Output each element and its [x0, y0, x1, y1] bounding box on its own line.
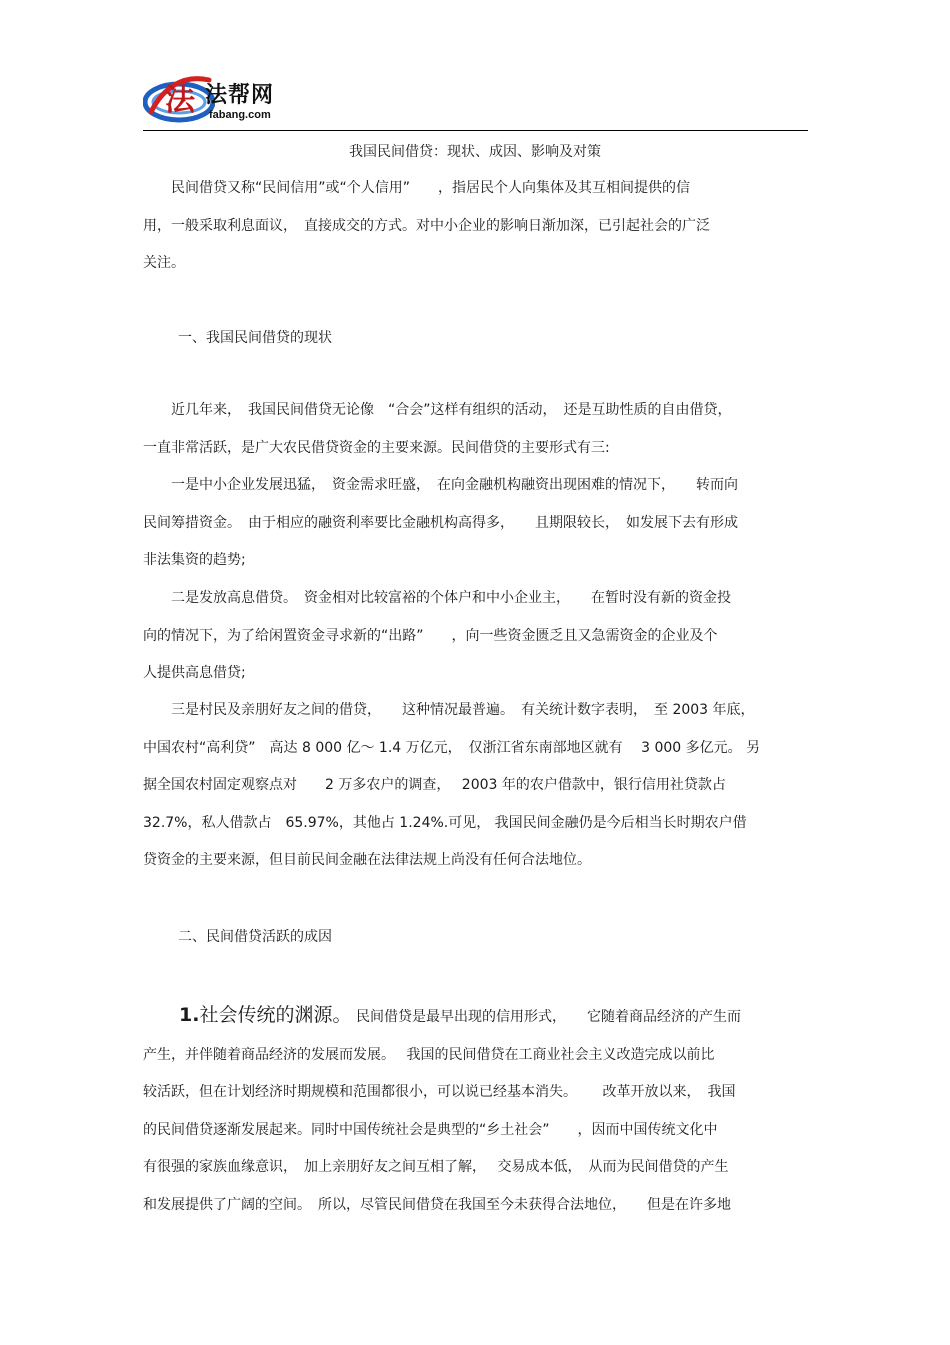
- text-line: [143, 997, 808, 1037]
- section-2-heading: 二、民间借贷活跃的成因: [178, 929, 332, 945]
- section-2-paragraph-1: [143, 997, 808, 1224]
- text-line: 民间筹措资金。 由于相应的融资利率要比金融机构高得多， 且期限较长， 如发展下去有形成: [143, 514, 738, 531]
- text-line: 有很强的家族血缘意识， 加上亲朋好友之间互相了解， 交易成本低， 从而为民间借贷的产生: [143, 1159, 729, 1175]
- logo-cn-text: 法帮网: [205, 83, 275, 108]
- site-logo[interactable]: [143, 68, 313, 130]
- lead-number: 1.: [179, 1004, 200, 1026]
- text-line: 较活跃，但在计划经济时期规模和范围都很小，可以说已经基本消失。 改革开放以来， 我国: [143, 1084, 736, 1100]
- text-line: 人提供高息借贷;: [143, 665, 246, 681]
- section-1-paragraph-2: [143, 467, 808, 580]
- lead-heading: 社会传统的渊源。: [199, 1004, 342, 1026]
- text-line: 中国农村“高利贷” 高达 8 000 亿～ 1.4 万亿元， 仅浙江省东南部地区就有 3 000 多亿元。 另: [143, 739, 761, 756]
- section-1-paragraph-1: [143, 392, 808, 467]
- section-1-paragraph-3: [143, 580, 808, 693]
- text-line: 民间借贷又称“民间信用”或“个人信用” ，指居民个人向集体及其互相间提供的信: [143, 180, 691, 196]
- intro-paragraph: [143, 170, 808, 283]
- text-line: 和发展提供了广阔的空间。 所以，尽管民间借贷在我国至今未获得合法地位， 但是在许多地: [143, 1196, 731, 1213]
- text-line: 非法集资的趋势;: [143, 552, 246, 568]
- text-line: 产生，并伴随着商品经济的发展而发展。 我国的民间借贷在工商业社会主义改造完成以前比: [143, 1046, 715, 1063]
- logo-en-text: fabang.com: [209, 109, 271, 121]
- text-line: 一是中小企业发展迅猛， 资金需求旺盛， 在向金融机构融资出现困难的情况下， 转而向: [143, 477, 738, 493]
- section-1-heading: 一、我国民间借贷的现状: [178, 330, 332, 346]
- text-line: 近几年来， 我国民间借贷无论像 “合会”这样有组织的活动， 还是互助性质的自由借贷，: [143, 402, 732, 418]
- text-line: 的民间借贷逐渐发展起来。同时中国传统社会是典型的“乡土社会” ，因而中国传统文化中: [143, 1121, 718, 1138]
- lead-text: 民间借贷是最早出现的信用形式， 它随着商品经济的产生而: [341, 1009, 741, 1025]
- text-line: 32.7%，私人借款占 65.97%，其他占 1.24%.可见， 我国民间金融仍是今后相当长时期农户借: [143, 814, 747, 831]
- svg-text:法: 法: [165, 83, 195, 118]
- section-1-paragraph-4: [143, 692, 808, 880]
- text-line: 三是村民及亲朋好友之间的借贷， 这种情况最普遍。 有关统计数字表明， 至 2003 年底，: [143, 702, 755, 718]
- text-line: 关注。: [143, 255, 185, 271]
- text-line: 据全国农村固定观察点对 2 万多农户的调查， 2003 年的农户借款中，银行信用社贷款占: [143, 777, 726, 793]
- text-line: 向的情况下，为了给闲置资金寻求新的“出路” ，向一些资金匮乏且又急需资金的企业及个: [143, 627, 718, 644]
- text-line: 用，一般采取利息面议， 直接成交的方式。对中小企业的影响日渐加深，已引起社会的广泛: [143, 217, 710, 234]
- text-line: 一直非常活跃，是广大农民借贷资金的主要来源。民间借贷的主要形式有三:: [143, 439, 610, 456]
- header-divider: [143, 130, 808, 131]
- text-line: 二是发放高息借贷。 资金相对比较富裕的个体户和中小企业主， 在暂时没有新的资金投: [143, 590, 731, 606]
- text-line: 贷资金的主要来源，但目前民间金融在法律法规上尚没有任何合法地位。: [143, 852, 591, 868]
- document-title: 我国民间借贷：现状、成因、影响及对策: [349, 144, 601, 160]
